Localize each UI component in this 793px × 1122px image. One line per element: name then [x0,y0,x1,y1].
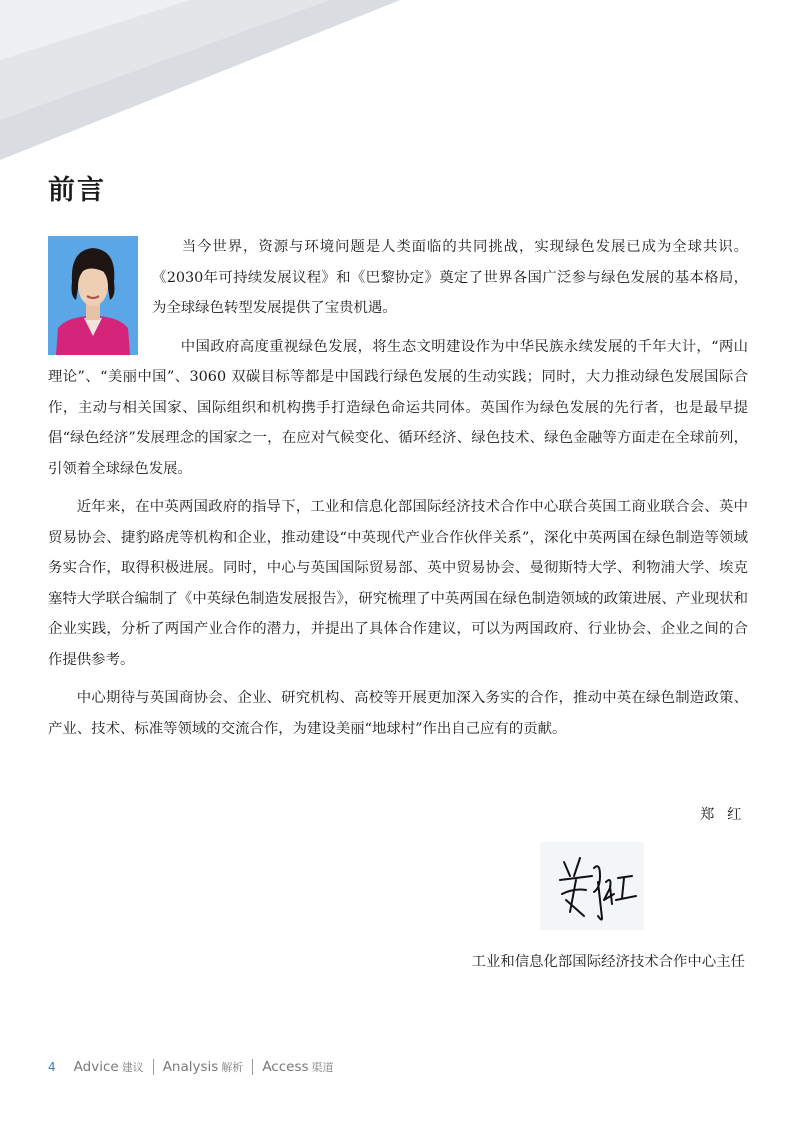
footer-advice-en: Advice [73,1059,119,1075]
footer-divider [153,1059,154,1075]
signature-image [540,842,644,930]
paragraph: 中国政府高度重视绿色发展，将生态文明建设作为中华民族永续发展的千年大计，“两山理论”、“美丽中国”、3060 双碳目标等都是中国践行绿色发展的生动实践；同时，大力推动绿色发展国际合作，主动与相关国家、国际组织和机构携手打造绿色命运共同体。英国作为绿色发展的先行者，也是最早提倡“绿色经济”发展理念的国家之一，在应对气候变化、循环经济、绿色技术、绿色金融等方面走在全球前列，引领着全球绿色发展。 [48,338,748,477]
paragraph: 中心期待与英国商协会、企业、研究机构、高校等开展更加深入务实的合作，推动中英在绿色制造政策、产业、技术、标准等领域的交流合作，为建设美丽“地球村”作出自己应有的贡献。 [48,690,748,737]
footer-access-zh: 渠道 [311,1061,334,1074]
page-title: 前言 [48,175,106,206]
preface-body [48,232,748,752]
author-title: 工业和信息化部国际经济技术合作中心主任 [471,954,745,970]
page-footer [48,1059,334,1075]
footer-advice-zh: 建议 [121,1061,144,1074]
corner-decoration [0,0,400,160]
footer-analysis-en: Analysis [162,1059,219,1075]
footer-divider [252,1059,253,1075]
author-name: 郑 红 [700,807,746,823]
footer-analysis-zh: 解析 [221,1061,244,1074]
paragraph: 近年来，在中英两国政府的指导下，工业和信息化部国际经济技术合作中心联合英国工商业联合会、英中贸易协会、捷豹路虎等机构和企业，推动建设“中英现代产业合作伙伴关系”，深化中英两国在绿色制造等领域务实合作，取得积极进展。同时，中心与英国国际贸易部、英中贸易协会、曼彻斯特大学、利物浦大学、埃克塞特大学联合编制了《中英绿色制造发展报告》，研究梳理了中英两国在绿色制造领域的政策进展、产业现状和企业实践，分析了两国产业合作的潜力，并提出了具体合作建议，可以为两国政府、行业协会、企业之间的合作提供参考。 [48,499,748,668]
page-number: 4 [48,1060,56,1074]
footer-access-en: Access [262,1059,309,1075]
paragraph: 当今世界，资源与环境问题是人类面临的共同挑战，实现绿色发展已成为全球共识。《2030年可持续发展议程》和《巴黎协定》奠定了世界各国广泛参与绿色发展的基本格局，为全球绿色转型发展提供了宝贵机遇。 [152,239,748,316]
